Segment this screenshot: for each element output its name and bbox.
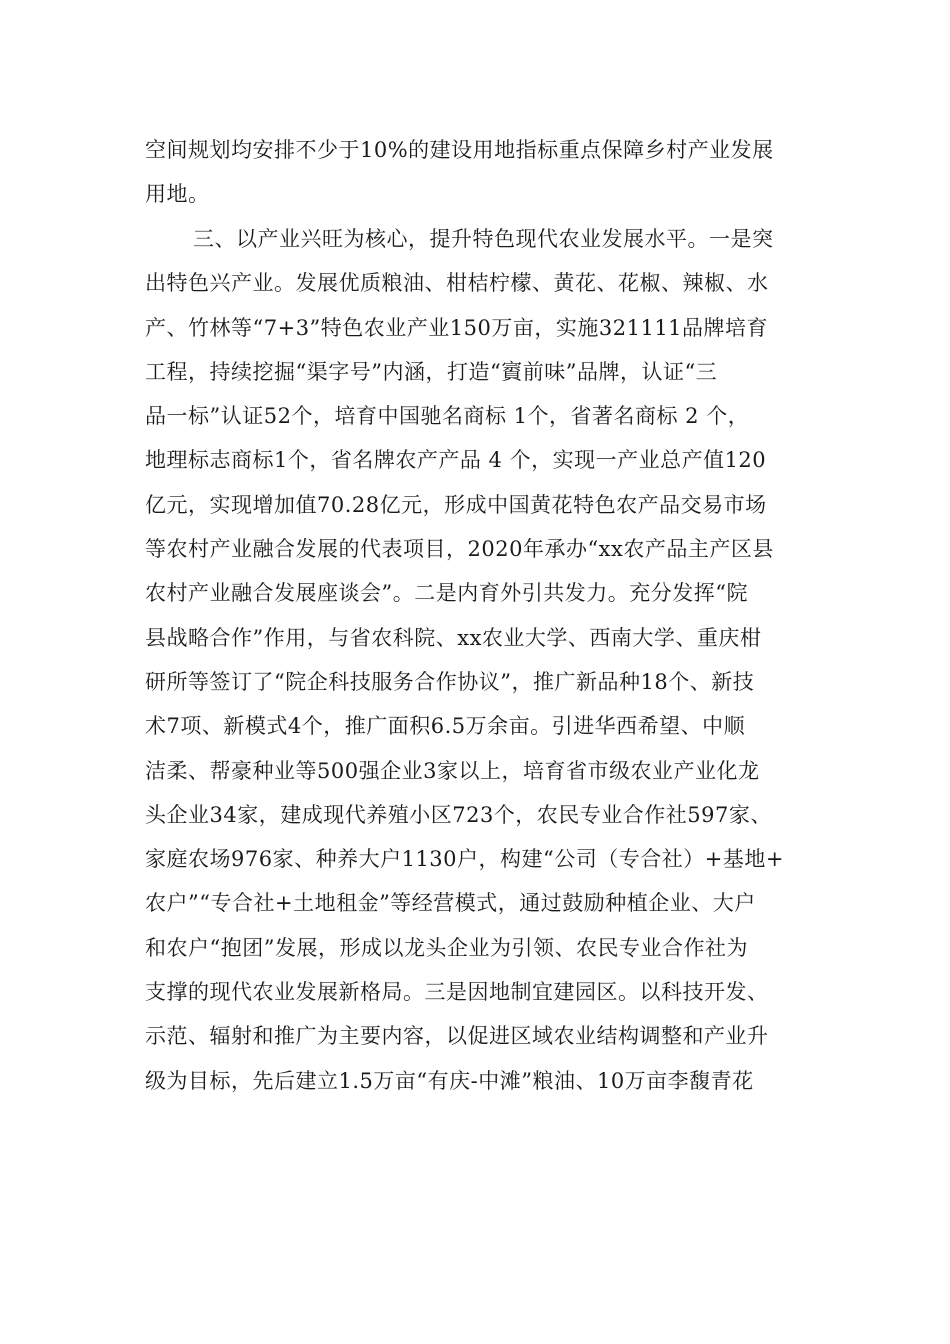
text-line: 品一标”认证52个，培育中国驰名商标 1个，省著名商标 2 个，: [145, 404, 750, 429]
text-line: 等农村产业融合发展的代表项目，2020年承办“xx农产品主产区县: [145, 537, 774, 562]
text-line: 洁柔、帮豪种业等500强企业3家以上，培育省市级农业产业化龙: [145, 758, 760, 783]
text-line: [145, 1103, 810, 1147]
text-line: 和农户“抱团”发展，形成以龙头企业为引领、农民专业合作社为: [145, 935, 748, 960]
text-line: 家庭农场976家、种养大户1130户，构建“公司（专合社）+基地+: [145, 847, 784, 872]
paragraph-continuation: [145, 128, 810, 217]
text-line: 县战略合作”作用，与省农科院、xx农业大学、西南大学、重庆柑: [145, 625, 762, 650]
text-line: 示范、辐射和推广为主要内容，以促进区域农业结构调整和产业升: [145, 1024, 769, 1049]
text-line: 出特色兴产业。发展优质粮油、柑桔柠檬、黄花、花椒、辣椒、水: [145, 271, 769, 296]
text-line: 空间规划均安排不少于10%的建设用地指标重点保障乡村产业发展: [145, 138, 774, 162]
text-line: 三、以产业兴旺为核心，提升特色现代农业发展水平。一是突: [193, 227, 774, 251]
text-line: 级为目标，先后建立1.5万亩“有庆-中滩”粮油、10万亩李馥青花: [145, 1068, 754, 1093]
text-line: 农村产业融合发展座谈会”。二是内育外引共发力。充分发挥“院: [145, 581, 748, 606]
text-line: 研所等签订了“院企科技服务合作协议”，推广新品种18个、新技: [145, 669, 755, 694]
text-line: 产、竹林等“7+3”特色农业产业150万亩，实施321111品牌培育: [145, 315, 769, 340]
text-line: 支撑的现代农业发展新格局。三是因地制宜建园区。以科技开发、: [145, 980, 769, 1005]
text-line: 地理标志商标1个，省名牌农产产品 4 个，实现一产业总产值120: [145, 448, 767, 473]
text-line: 用地。: [145, 182, 210, 207]
text-line: 头企业34家，建成现代养殖小区723个，农民专业合作社597家、: [145, 802, 772, 827]
text-line: 工程，持续挖掘“渠字号”内涵，打造“賨前味”品牌，认证“三: [145, 359, 718, 384]
text-line: [145, 1147, 810, 1191]
text-line: 亿元，实现增加值70.28亿元，形成中国黄花特色农产品交易市场: [145, 492, 767, 517]
paragraph-section-three: [145, 217, 810, 1192]
text-line: 农户”“专合社+土地租金”等经营模式，通过鼓励种植企业、大户: [145, 891, 756, 916]
text-line: 术7项、新模式4个，推广面积6.5万余亩。引进华西希望、中顺: [145, 714, 746, 739]
